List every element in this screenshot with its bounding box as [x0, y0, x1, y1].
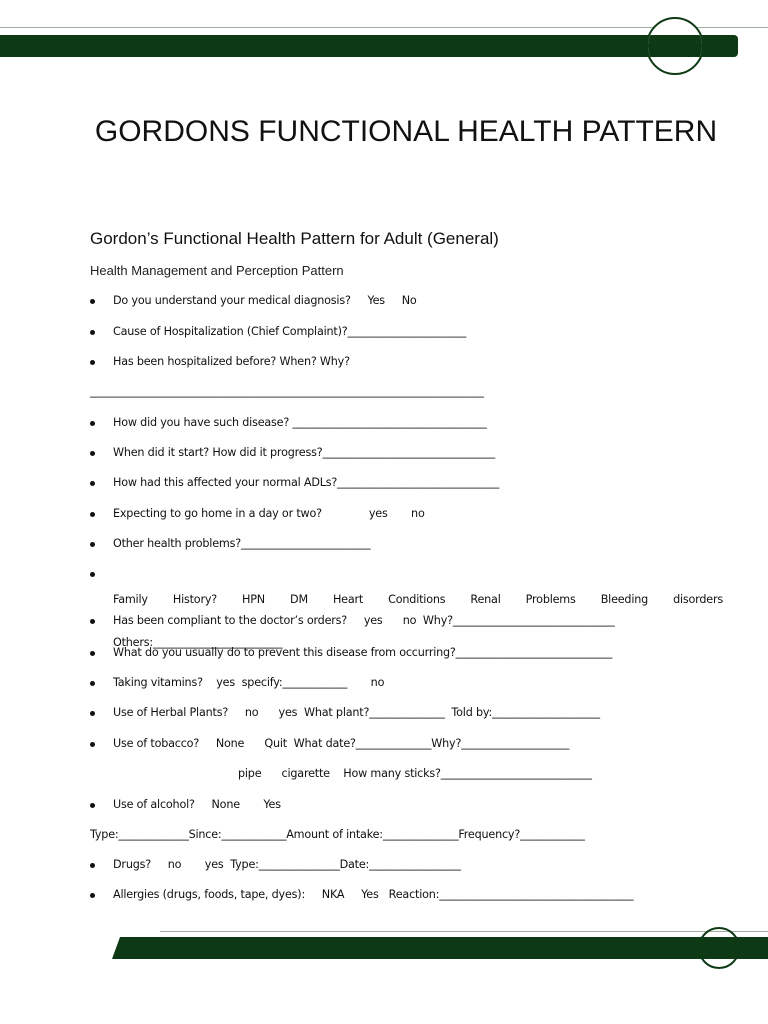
item-diagnosis: Do you understand your medical diagnosis? Yes No: [113, 294, 417, 307]
family-history-options: [113, 593, 723, 606]
fh-word: Renal: [470, 593, 501, 606]
fh-others: Others:________________________: [113, 636, 283, 649]
bullet-icon: [90, 542, 95, 547]
bullet-icon: [90, 893, 95, 898]
item-drugs: Drugs? no yes Type:_______________Date:_________________: [113, 858, 461, 871]
item-other-problems: Other health problems?________________________: [113, 537, 371, 550]
bullet-icon: [90, 711, 95, 716]
blank-answer-line: _________________________________________________________________________: [90, 385, 484, 398]
item-prevent: What do you usually do to prevent this disease from occurring?_____________________________: [113, 646, 613, 659]
fh-option-hpn: HPN: [242, 593, 265, 606]
fh-option-dm: DM: [290, 593, 308, 606]
item-start: When did it start? How did it progress?________________________________: [113, 446, 496, 459]
section-heading: Health Management and Perception Pattern: [90, 263, 344, 278]
bullet-icon: [90, 572, 95, 577]
page-title: GORDONS FUNCTIONAL HEALTH PATTERN: [94, 115, 718, 148]
fh-word: History?: [172, 593, 217, 606]
bullet-icon: [90, 421, 95, 426]
item-home: Expecting to go home in a day or two? yes no: [113, 507, 425, 520]
bullet-icon: [90, 803, 95, 808]
form-subtitle: Gordon’s Functional Health Pattern for Adult (General): [90, 229, 499, 248]
bullet-icon: [90, 451, 95, 456]
fh-word: Heart: [332, 593, 364, 606]
fh-word: Family: [113, 593, 148, 606]
fh-word: Problems: [525, 593, 576, 606]
item-tobacco-sub: pipe cigarette How many sticks?____________________________: [238, 767, 592, 780]
bullet-icon: [90, 299, 95, 304]
fh-word: disorders: [673, 593, 723, 606]
item-adls: How had this affected your normal ADLs?______________________________: [113, 476, 499, 489]
bullet-icon: [90, 619, 95, 624]
item-tobacco: Use of tobacco? None Quit What date?______________Why?____________________: [113, 737, 570, 750]
bullet-icon: [90, 330, 95, 335]
footer-band: [112, 937, 768, 959]
fh-word: Bleeding: [600, 593, 649, 606]
item-allergies: Allergies (drugs, foods, tape, dyes): NKA Yes Reaction:____________________________________: [113, 888, 634, 901]
fh-word: Conditions: [388, 593, 446, 606]
item-alcohol-details: Type:_____________Since:____________Amount of intake:______________Frequency?____________: [90, 828, 585, 841]
bullet-icon: [90, 360, 95, 365]
bullet-icon: [90, 481, 95, 486]
bullet-icon: [90, 512, 95, 517]
bullet-icon: [90, 863, 95, 868]
footer-rule: [160, 931, 768, 932]
item-herbal: Use of Herbal Plants? no yes What plant?______________ Told by:____________________: [113, 706, 600, 719]
item-hospitalized-before: Has been hospitalized before? When? Why?: [113, 355, 350, 368]
footer-circle-ornament: [698, 927, 740, 969]
bullet-icon: [90, 681, 95, 686]
item-compliant: Has been compliant to the doctor’s orders? yes no Why?______________________________: [113, 614, 615, 627]
item-hospitalization-cause: Cause of Hospitalization (Chief Complaint)?______________________: [113, 325, 467, 338]
item-disease: How did you have such disease? ____________________________________: [113, 416, 487, 429]
item-alcohol: Use of alcohol? None Yes: [113, 798, 281, 811]
item-vitamins: Taking vitamins? yes specify:____________ no: [113, 676, 385, 689]
bullet-icon: [90, 742, 95, 747]
header-circle-band-fill: [648, 35, 702, 57]
bullet-icon: [90, 651, 95, 656]
header-band: [0, 35, 738, 57]
